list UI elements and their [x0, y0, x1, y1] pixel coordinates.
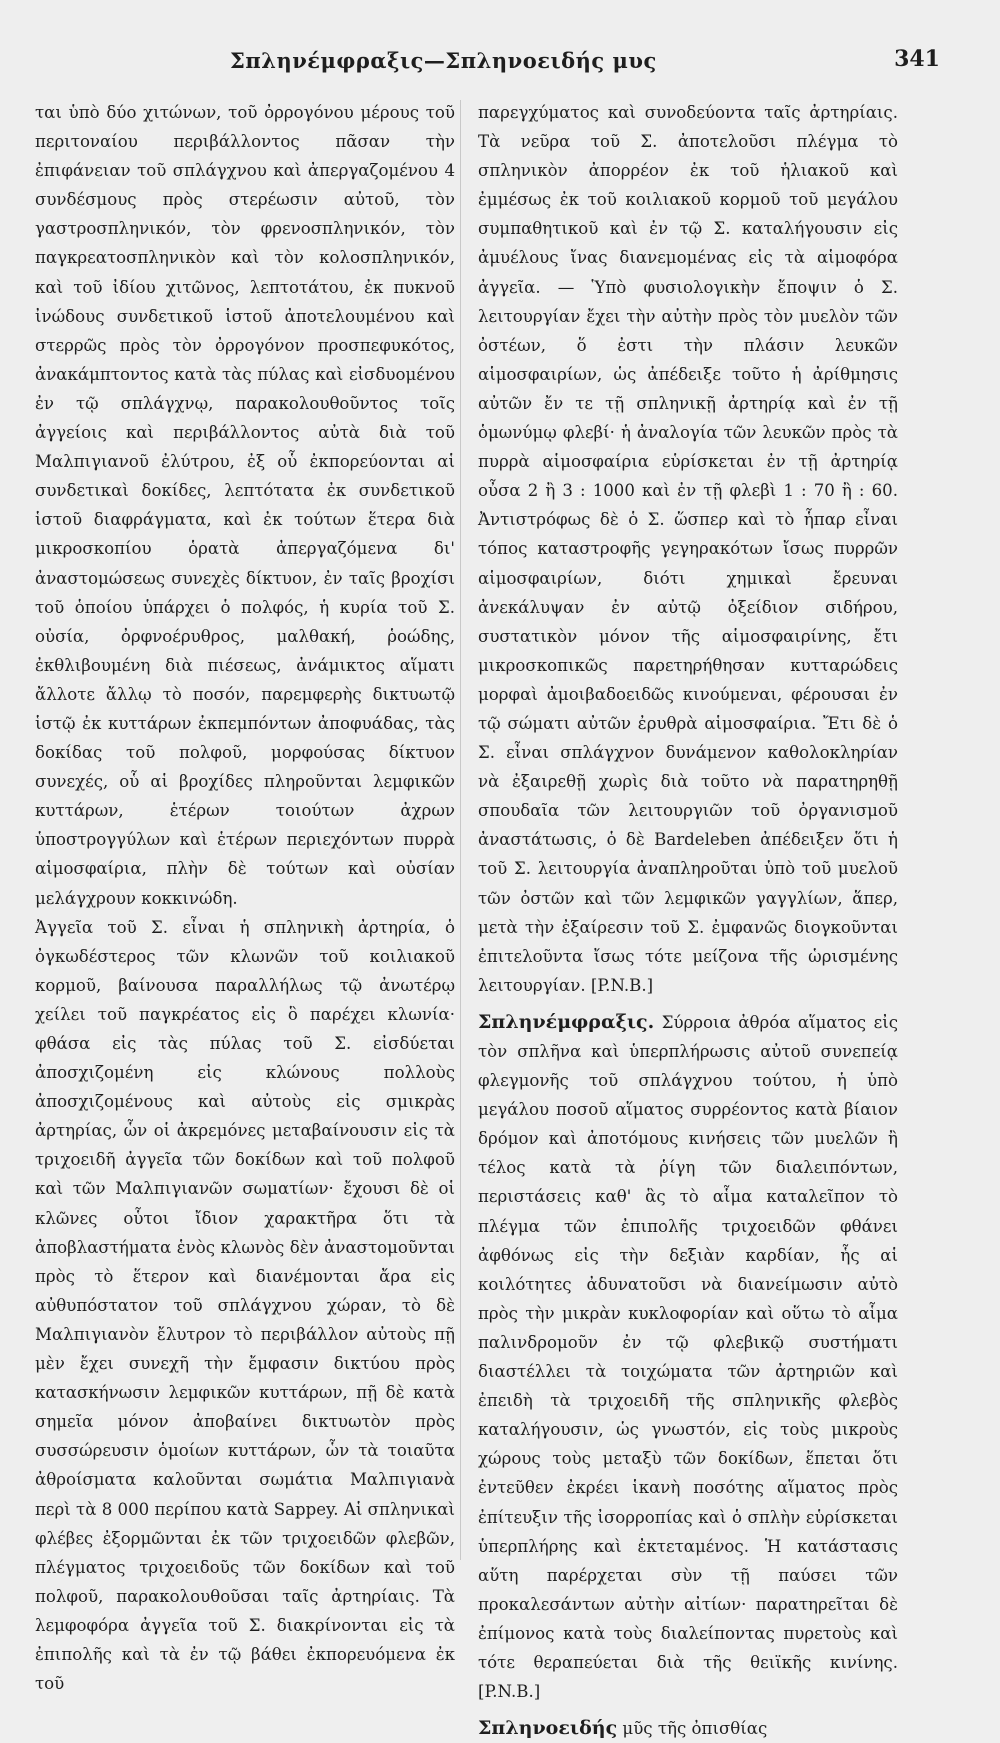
left-column [35, 98, 455, 1694]
page-number: 341 [894, 46, 940, 72]
running-header [60, 44, 960, 84]
entry-headword: Σπληνοειδής [478, 1717, 618, 1740]
right-column [478, 98, 898, 1740]
entry-text: μῦς τῆς ὀπισθίας [622, 1719, 768, 1739]
running-title: Σπληνέμφραξις—Σπληνοειδής μυς [230, 48, 657, 73]
entry-paragraph [478, 1714, 898, 1743]
entry-paragraph [478, 1008, 898, 1706]
column-divider [460, 100, 461, 1560]
paragraph: παρεγχύματος καὶ συνοδεύοντα ταῖς ἀρτηρίαις. Τὰ νεῦρα τοῦ Σ. ἀποτελοῦσι πλέγμα τὸ σπληνικὸν ἀπορρέον ἐκ τοῦ ἡλιακοῦ καὶ ἐμμέσως ἐκ τοῦ κοιλιακοῦ κορμοῦ τοῦ μεγάλου συμπαθητικοῦ καὶ ἐν τῷ Σ. καταλήγουσιν εἰς ἀμυέλους ἴνας διανεμομένας εἰς τὰ αἱμοφόρα ἀγγεῖα. — Ὑπὸ φυσιολογικὴν ἔποψιν ὁ Σ. λειτουργίαν ἔχει τὴν αὐτὴν πρὸς τὸν μυελὸν τῶν ὀστέων, ὅ ἐστι τὴν πλάσιν λευκῶν αἱμοσφαιρίων, ὡς ἀπέδειξε τοῦτο ἡ ἀρίθμησις αὐτῶν ἔν τε τῇ σπληνικῇ ἀρτηρίᾳ καὶ ἐν τῇ ὁμωνύμῳ φλεβί· ἡ ἀναλογία τῶν λευκῶν πρὸς τὰ πυρρὰ αἱμοσφαίρια εὑρίσκεται ἐν τῇ ἀρτηρίᾳ οὖσα 2 ἢ 3 : 1000 καὶ ἐν τῇ φλεβὶ 1 : 70 ἢ : 60. Ἀντιστρόφως δὲ ὁ Σ. ὥσπερ καὶ τὸ ἧπαρ εἶναι τόπος καταστροφῆς γεγηρακότων ἴσως πυρρῶν αἱμοσφαιρίων, διότι χημικαὶ ἔρευναι ἀνεκάλυψαν ἐν αὐτῷ ὀξείδιον σιδήρου, συστατικὸν μόνον τῆς αἱμοσφαιρίνης, ἔτι μικροσκοπικῶς παρετηρήθησαν κυτταρώδεις μορφαὶ ἀμοιβαδοειδῶς κινούμεναι, φέρουσαι ἐν τῷ σώματι αὐτῶν ἐρυθρὰ αἱμοσφαίρια. Ἔτι δὲ ὁ Σ. εἶναι σπλάγχνον δυνάμενον καθολοκληρίαν νὰ ἐξαιρεθῇ χωρὶς διὰ τοῦτο νὰ παρατηρηθῇ σπουδαῖα τῶν λειτουργιῶν τοῦ ὀργανισμοῦ ἀναστάτωσις, ὁ δὲ Bardeleben ἀπέδειξεν ὅτι ἡ τοῦ Σ. λειτουργία ἀναπληροῦται ὑπὸ τοῦ μυελοῦ τῶν ὀστῶν καὶ τῶν λεμφικῶν γαγγλίων, ἅπερ, μετὰ τὴν ἐξαίρεσιν τοῦ Σ. ἐμφανῶς διογκοῦνται ἐπιτελοῦντα ἴσως τότε μείζονα τῆς ὡρισμένης λειτουργίαν. [P.N.B.] [478, 103, 898, 995]
paragraph: ται ὑπὸ δύο χιτώνων, τοῦ ὀρρογόνου μέρους τοῦ περιτοναίου περιβάλλοντος πᾶσαν τὴν ἐπιφάνειαν τοῦ σπλάγχνου καὶ ἀπεργαζομένου 4 συνδέσμους πρὸς στερέωσιν αὐτοῦ, τὸν γαστροσπληνικόν, τὸν φρενοσπληνικόν, τὸν παγκρεατοσπληνικὸν καὶ τὸν κολοσπληνικόν, καὶ τοῦ ἰδίου χιτῶνος, λεπτοτάτου, ἐκ πυκνοῦ ἰνώδους συνδετικοῦ ἱστοῦ ἀποτελουμένου καὶ στερρῶς πρὸς τὸν ὀρρογόνον προσπεφυκότος, ἀνακάμπτοντος κατὰ τὰς πύλας καὶ εἰσδυομένου ἐν τῷ σπλάγχνῳ, παρακολουθοῦντος τοῖς ἀγγείοις καὶ περιβάλλοντος αὐτὰ διὰ τοῦ Μαλπιγιανοῦ ἐλύτρου, ἐξ οὗ ἐκπορεύονται αἱ συνδετικαὶ δοκίδες, λεπτότατα ἐκ συνδετικοῦ ἱστοῦ διαφράγματα, καὶ ἐκ τούτων ἕτερα διὰ μικροσκοπίου ὁρατὰ ἀπεργαζόμενα δι' ἀναστομώσεως συνεχὲς δίκτυον, ἐν ταῖς βροχίσι τοῦ ὁποίου ὑπάρχει ὁ πολφός, ἡ κυρία τοῦ Σ. οὐσία, ὀρφνοέρυθρος, μαλθακή, ῥοώδης, ἐκθλιβουμένη διὰ πιέσεως, ἀνάμικτος αἵματι ἄλλοτε ἄλλῳ τὸ ποσόν, παρεμφερὴς δικτυωτῷ ἱστῷ ἐκ κυττάρων ἐκπεμπόντων ἀποφυάδας, τὰς δοκίδας τοῦ πολφοῦ, μορφούσας δίκτυον συνεχές, οὗ αἱ βροχίδες πληροῦνται λεμφικῶν κυττάρων, ἑτέρων τοιούτων ἀχρων ὑποστρογγύλων καὶ ἑτέρων περιεχόντων πυρρὰ αἱμοσφαίρια, πλὴν δὲ τούτων καὶ οὐσίαν μελάγχρουν κοκκινώδη. [35, 103, 455, 908]
entry-text: Σύρροια ἀθρόα αἵματος εἰς τὸν σπλῆνα καὶ ὑπερπλήρωσις αὐτοῦ συνεπείᾳ φλεγμονῆς τοῦ σπλάγχνου τούτου, ἡ ὑπὸ μεγάλου ποσοῦ αἵματος συρρέοντος κατὰ βίαιον δρόμον καὶ ἀποτόμους κινήσεις τῶν μυελῶν ἢ τέλος κατὰ τὰ ῥίγη τῶν διαλειπόντων, περιστάσεις καθ' ἃς τὸ αἷμα καταλεῖπον τὸ πλέγμα τῶν ἐπιπολῆς τριχοειδῶν φθάνει ἀφθόνως εἰς τὴν δεξιὰν καρδίαν, ἧς αἱ κοιλότητες ἀδυνατοῦσι νὰ διανείμωσιν αὐτὸ πρὸς τὴν μικρὰν κυκλοφορίαν καὶ οὕτω τὸ αἷμα παλινδρομοῦν ἐν τῷ φλεβικῷ συστήματι διαστέλλει τὰ τοιχώματα τῶν ἀρτηριῶν καὶ ἐπειδὴ τὰ τριχοειδῆ τῆς σπληνικῆς φλεβὸς καταλήγουσιν, ὡς γνωστόν, εἰς τοὺς μικροὺς χώρους τοὺς μεταξὺ τῶν δοκίδων, ἕπεται ὅτι ἐντεῦθεν ἐκρέει ἱκανὴ ποσότης αἵματος πρὸς ἐπίτευξιν τῆς ἰσορροπίας καὶ ὁ σπλὴν εὑρίσκεται ὑπερπλήρης καὶ ἐκτεταμένος. Ἡ κατάστασις αὕτη παρέρχεται σὺν τῇ παύσει τῶν προκαλεσάντων αὐτὴν αἰτίων· παρατηρεῖται δὲ ἐπίμονος κατὰ τοὺς διαλείποντας πυρετοὺς καὶ τότε θεραπεύεται διὰ τῆς θειϊκῆς κινίνης. [P.N.B.] [478, 1012, 898, 1702]
entry-headword: Σπληνέμφραξις. [478, 1010, 655, 1033]
paragraph: Ἀγγεῖα τοῦ Σ. εἶναι ἡ σπληνικὴ ἀρτηρία, ὁ ὀγκωδέστερος τῶν κλωνῶν τοῦ κοιλιακοῦ κορμοῦ, βαίνουσα παραλλήλως τῷ ἀνωτέρῳ χείλει τοῦ παγκρέατος εἰς ὃ παρέχει κλωνία· φθάσα εἰς τὰς πύλας τοῦ Σ. εἰσδύεται ἀποσχιζομένη εἰς κλώνους πολλοὺς ἀποσχιζομένους καὶ αὐτοὺς εἰς σμικρὰς ἀρτηρίας, ὧν οἱ ἀκρεμόνες μεταβαίνουσιν εἰς τὰ τριχοειδῆ ἀγγεῖα τῶν δοκίδων καὶ τοῦ πολφοῦ καὶ τῶν Μαλπιγιανῶν σωματίων· ἔχουσι δὲ οἱ κλῶνες οὗτοι ἴδιον χαρακτῆρα ὅτι τὰ ἀποβλαστήματα ἑνὸς κλωνὸς δὲν ἀναστομοῦνται πρὸς τὸ ἕτερον καὶ διανέμονται ἄρα εἰς αὐθυπόστατον τοῦ σπλάγχνου χώραν, τὸ δὲ Μαλπιγιανὸν ἔλυτρον τὸ περιβάλλον αὐτοὺς πῇ μὲν ἔχει συνεχῆ τὴν ἔμφασιν δικτύου πρὸς κατασκήνωσιν λεμφικῶν κυττάρων, πῇ δὲ κατὰ σημεῖα μόνον ἀποβαίνει δικτυωτὸν πρὸς συσσώρευσιν ὁμοίων κυττάρων, ὧν τὰ τοιαῦτα ἀθροίσματα καλοῦνται σωμάτια Μαλπιγιανὰ περὶ τὰ 8 000 περίπου κατὰ Sappey. Αἱ σπληνικαὶ φλέβες ἐξορμῶνται ἐκ τῶν τριχοειδῶν φλεβῶν, πλέγματος τριχοειδοῦς τῶν δοκίδων καὶ τοῦ πολφοῦ, παρακολουθοῦσαι ταῖς ἀρτηρίαις. Τὰ λεμφοφόρα ἀγγεῖα τοῦ Σ. διακρίνονται εἰς τὰ ἐπιπολῆς καὶ τὰ ἐν τῷ βάθει ἐκπορευόμενα ἐκ τοῦ [35, 917, 455, 1694]
